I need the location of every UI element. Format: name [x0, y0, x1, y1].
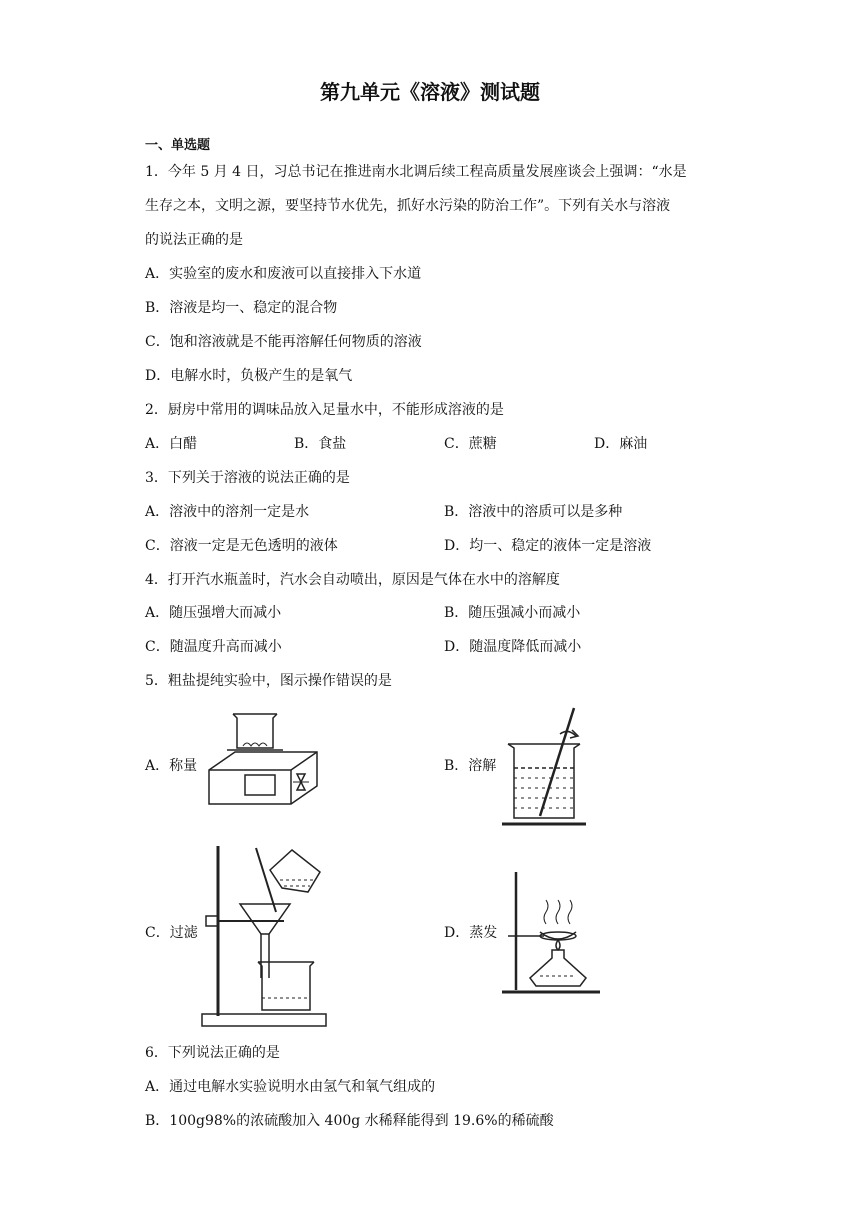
- q5-option-a: A．称量: [145, 758, 198, 774]
- q4-option-c: C．随温度升高而减小: [145, 639, 282, 655]
- evaporation-figure: [500, 868, 604, 998]
- q2-option-b: B．食盐: [294, 436, 347, 452]
- q5-stem: 5．粗盐提纯实验中，图示操作错误的是: [145, 673, 392, 689]
- q5-option-d: D．蒸发: [444, 925, 498, 941]
- q3-stem: 3．下列关于溶液的说法正确的是: [145, 470, 350, 486]
- section-heading: 一、单选题: [145, 138, 211, 153]
- q3-option-d: D．均一、稳定的液体一定是溶液: [444, 538, 652, 554]
- q2-stem: 2．厨房中常用的调味品放入足量水中，不能形成溶液的是: [145, 402, 504, 418]
- q1-stem-line1: 1．今年 5 月 4 日，习总书记在推进南水北调后续工程高质量发展座谈会上强调：“水是: [145, 164, 687, 180]
- q1-stem-line2: 生存之本，文明之源，要坚持节水优先，抓好水污染的防治工作”。下列有关水与溶液: [145, 198, 671, 214]
- q6-option-b: B．100g98%的浓硫酸加入 400g 水稀释能得到 19.6%的稀硫酸: [145, 1113, 554, 1129]
- q2-option-d: D．麻油: [594, 436, 648, 452]
- q1-option-c: C．饱和溶液就是不能再溶解任何物质的溶液: [145, 334, 422, 350]
- q1-option-d: D．电解水时，负极产生的是氧气: [145, 368, 353, 384]
- q1-stem-line3: 的说法正确的是: [145, 232, 243, 248]
- q4-option-b: B．随压强减小而减小: [444, 605, 581, 621]
- q3-option-a: A．溶液中的溶剂一定是水: [145, 504, 310, 520]
- page-title: 第九单元《溶液》测试题: [320, 80, 540, 104]
- dissolving-figure: [500, 704, 590, 828]
- q2-option-c: C．蔗糖: [444, 436, 497, 452]
- filtration-figure: [198, 842, 338, 1028]
- q2-option-a: A．白醋: [145, 436, 198, 452]
- q1-option-b: B．溶液是均一、稳定的混合物: [145, 300, 338, 316]
- q6-option-a: A．通过电解水实验说明水由氢气和氧气组成的: [145, 1079, 436, 1095]
- q3-option-c: C．溶液一定是无色透明的液体: [145, 538, 338, 554]
- q1-option-a: A．实验室的废水和废液可以直接排入下水道: [145, 266, 422, 282]
- q4-option-d: D．随温度降低而减小: [444, 639, 582, 655]
- q4-option-a: A．随压强增大而减小: [145, 605, 282, 621]
- q6-stem: 6．下列说法正确的是: [145, 1045, 280, 1061]
- q5-option-c: C．过滤: [145, 925, 198, 941]
- weighing-figure: [205, 708, 323, 810]
- q4-stem: 4．打开汽水瓶盖时，汽水会自动喷出，原因是气体在水中的溶解度: [145, 572, 560, 588]
- q3-option-b: B．溶液中的溶质可以是多种: [444, 504, 623, 520]
- q5-option-b: B．溶解: [444, 758, 497, 774]
